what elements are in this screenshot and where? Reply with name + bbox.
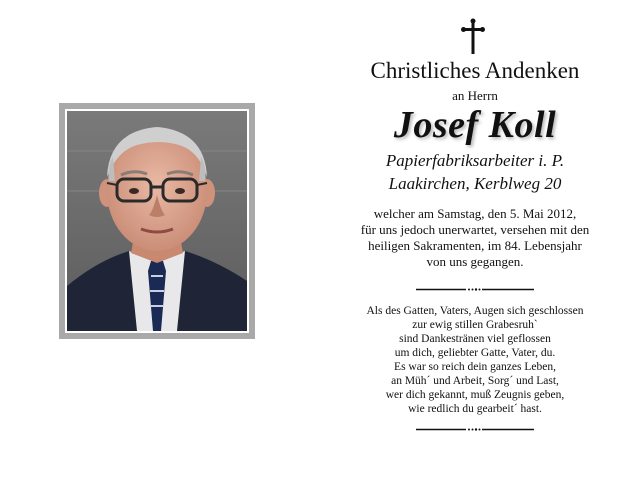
poem-line: zur ewig stillen Grabesruh` bbox=[412, 319, 538, 331]
poem-line: um dich, geliebter Gatte, Vater, du. bbox=[394, 347, 556, 359]
poem-line: Es war so reich dein ganzes Leben, bbox=[394, 361, 556, 373]
poem-line: wie redlich du gearbeit´ hast. bbox=[408, 403, 542, 415]
portrait-photo bbox=[65, 109, 249, 333]
notice-line: welcher am Samstag, den 5. Mai 2012, bbox=[373, 206, 577, 221]
occupation: Papierfabriksarbeiter i. P. bbox=[385, 151, 565, 170]
ornament-divider bbox=[416, 287, 534, 292]
notice-line: heiligen Sakramenten, im 84. Lebensjahr bbox=[368, 238, 582, 253]
portrait-frame bbox=[59, 103, 255, 339]
notice-line: von uns gegangen. bbox=[426, 254, 524, 269]
poem-line: an Müh´ und Arbeit, Sorg´ und Last, bbox=[391, 375, 559, 387]
portrait-illustration bbox=[67, 111, 247, 331]
memorial-poem bbox=[340, 304, 610, 416]
death-notice bbox=[340, 206, 610, 270]
notice-line: für uns jedoch unerwartet, versehen mit den bbox=[360, 222, 590, 237]
cross-icon bbox=[461, 18, 485, 56]
deceased-name: Josef Koll bbox=[393, 104, 557, 146]
ornament-divider bbox=[416, 427, 534, 432]
address: Laakirchen, Kerblweg 20 bbox=[388, 174, 562, 193]
poem-line: wer dich gekannt, muß Zeugnis geben, bbox=[385, 389, 565, 401]
poem-line: Als des Gatten, Vaters, Augen sich geschlossen bbox=[366, 305, 584, 317]
salutation: an Herrn bbox=[452, 88, 498, 103]
card-heading: Christliches Andenken bbox=[370, 58, 580, 83]
poem-line: sind Dankestränen viel geflossen bbox=[399, 333, 551, 345]
